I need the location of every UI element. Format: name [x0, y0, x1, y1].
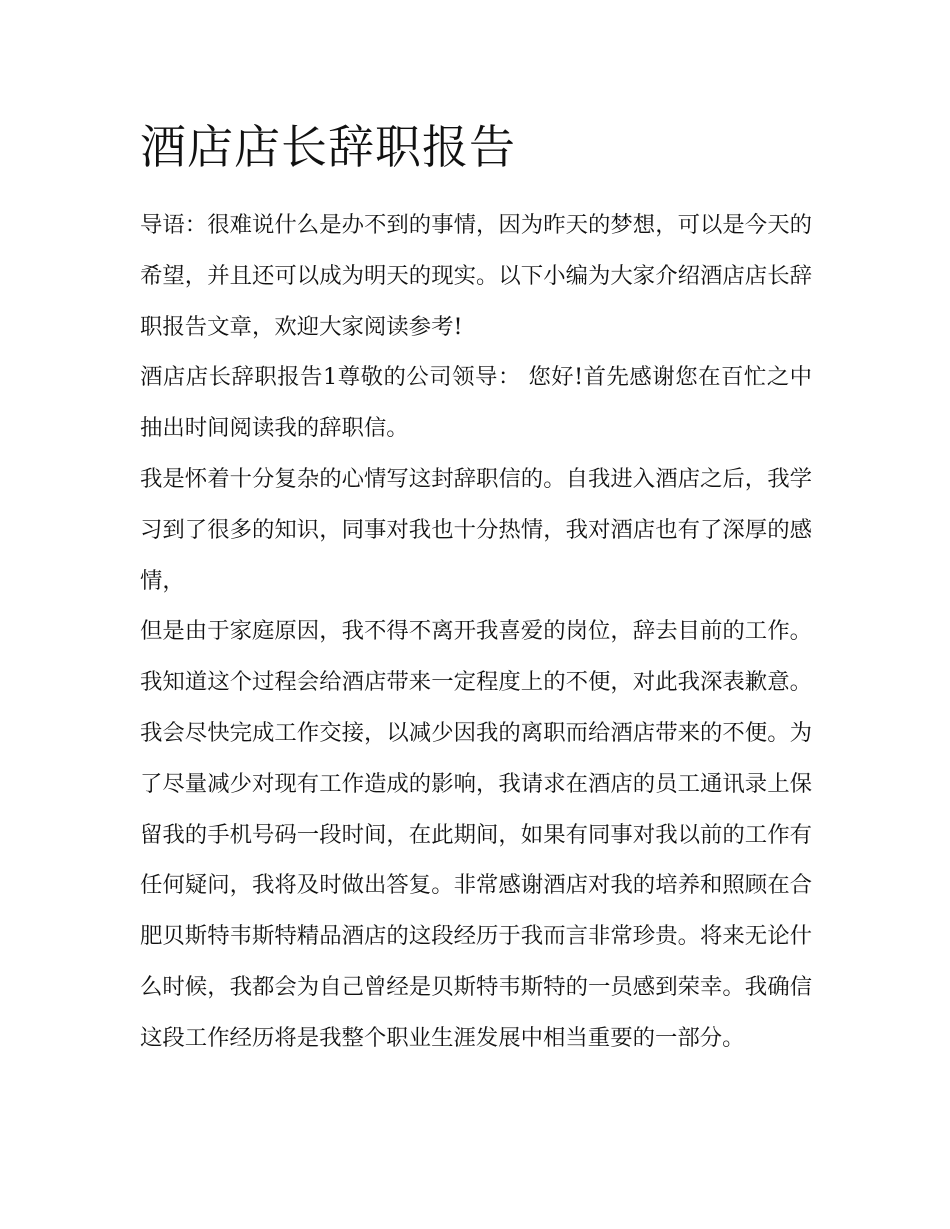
- paragraph-salutation: 酒店店长辞职报告1尊敬的公司领导： 您好!首先感谢您在百忙之中抽出时间阅读我的辞职信。: [140, 364, 812, 442]
- document-page: [140, 112, 812, 1064]
- paragraph-reasons: 但是由于家庭原因，我不得不离开我喜爱的岗位，辞去目前的工作。我知道这个过程会给酒店带来一定程度上的不便，对此我深表歉意。我会尽快完成工作交接，以减少因我的离职而给酒店带来的不便。为了尽量减少对现有工作造成的影响，我请求在酒店的员工通讯录上保留我的手机号码一段时间，在此期间，如果有同事对我以前的工作有任何疑问，我将及时做出答复。非常感谢酒店对我的培养和照顾在合肥贝斯特韦斯特精品酒店的这段经历于我而言非常珍贵。将来无论什么时候，我都会为自己曾经是贝斯特韦斯特的一员感到荣幸。我确信这段工作经历将是我整个职业生涯发展中相当重要的一部分。: [140, 618, 812, 1051]
- paragraph-intro: 导语：很难说什么是办不到的事情，因为昨天的梦想，可以是今天的希望，并且还可以成为明天的现实。以下小编为大家介绍酒店店长辞职报告文章，欢迎大家阅读参考!: [140, 212, 812, 340]
- document-title: 酒店店长辞职报告: [140, 120, 516, 174]
- paragraph-feelings: 我是怀着十分复杂的心情写这封辞职信的。自我进入酒店之后，我学习到了很多的知识，同事对我也十分热情，我对酒店也有了深厚的感情，: [140, 465, 812, 594]
